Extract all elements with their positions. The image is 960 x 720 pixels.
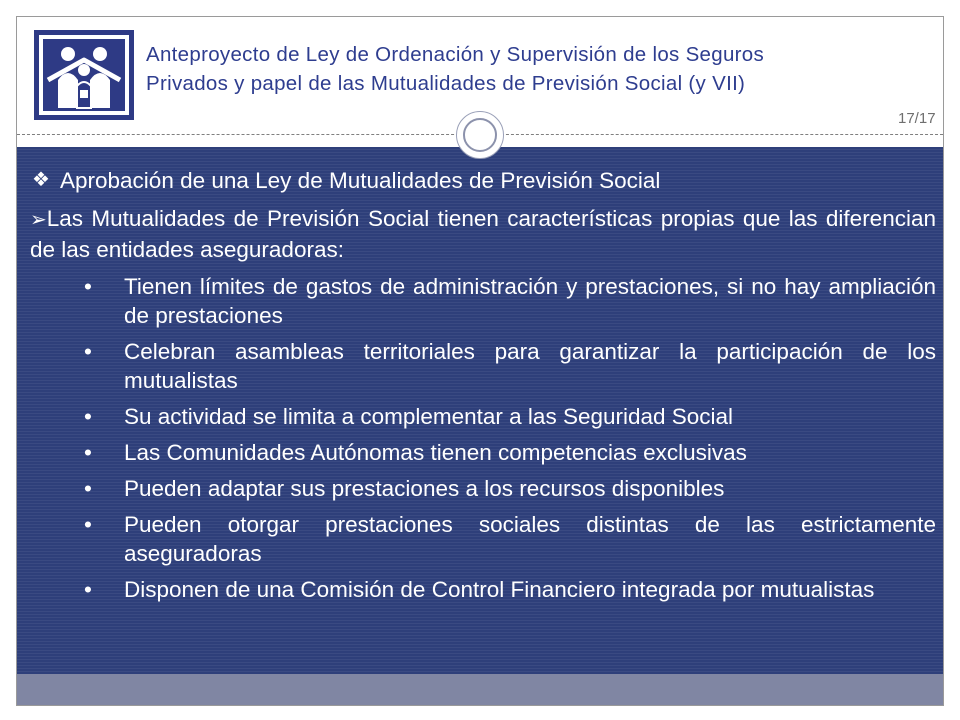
bullet-dot-icon: • (84, 440, 92, 465)
bullet-dot-icon: • (84, 274, 92, 299)
bullet-dot-icon: • (84, 339, 92, 364)
list-item-text: Pueden adaptar sus prestaciones a los recursos disponibles (124, 476, 725, 501)
bullet-dot-icon: • (84, 577, 92, 602)
diamond-bullet-icon: ❖ (32, 169, 50, 191)
list-item (30, 272, 936, 330)
slide-body (30, 166, 936, 611)
list-item (30, 474, 936, 503)
characteristics-list (30, 272, 936, 604)
family-house-logo-icon (34, 30, 134, 120)
intro-paragraph-text: Las Mutualidades de Previsión Social tienen características propias que las diferencian de las entidades aseguradoras: (30, 206, 936, 262)
list-item (30, 575, 936, 604)
bullet-dot-icon: • (84, 404, 92, 429)
list-item-text: Tienen límites de gastos de administración y prestaciones, si no hay ampliación de prestaciones (124, 274, 936, 328)
list-item-text: Celebran asambleas territoriales para garantizar la participación de los mutualistas (124, 339, 936, 393)
list-item-text: Las Comunidades Autónomas tienen competencias exclusivas (124, 440, 747, 465)
list-item-text: Disponen de una Comisión de Control Financiero integrada por mutualistas (124, 577, 875, 602)
list-item-text: Su actividad se limita a complementar a las Seguridad Social (124, 404, 734, 429)
footer-bar (17, 674, 943, 705)
slide-title-line-1: Anteproyecto de Ley de Ordenación y Supervisión de los Seguros (146, 43, 765, 66)
list-item (30, 402, 936, 431)
slide-title (146, 40, 936, 98)
arrow-bullet-icon: ➢ (30, 209, 47, 231)
bullet-dot-icon: • (84, 476, 92, 501)
bullet-dot-icon: • (84, 512, 92, 537)
intro-paragraph (30, 204, 936, 264)
list-item-text: Pueden otorgar prestaciones sociales distintas de las estrictamente aseguradoras (124, 512, 936, 566)
divider-circle-ornament (456, 111, 504, 159)
section-heading (30, 166, 936, 195)
list-item (30, 337, 936, 395)
list-item (30, 510, 936, 568)
list-item (30, 438, 936, 467)
page-number: 17/17 (898, 110, 936, 127)
section-heading-text: Aprobación de una Ley de Mutualidades de Previsión Social (60, 168, 661, 193)
slide-title-line-2: Privados y papel de las Mutualidades de Previsión Social (y VII) (146, 72, 746, 95)
divider-circle-inner (463, 118, 497, 152)
